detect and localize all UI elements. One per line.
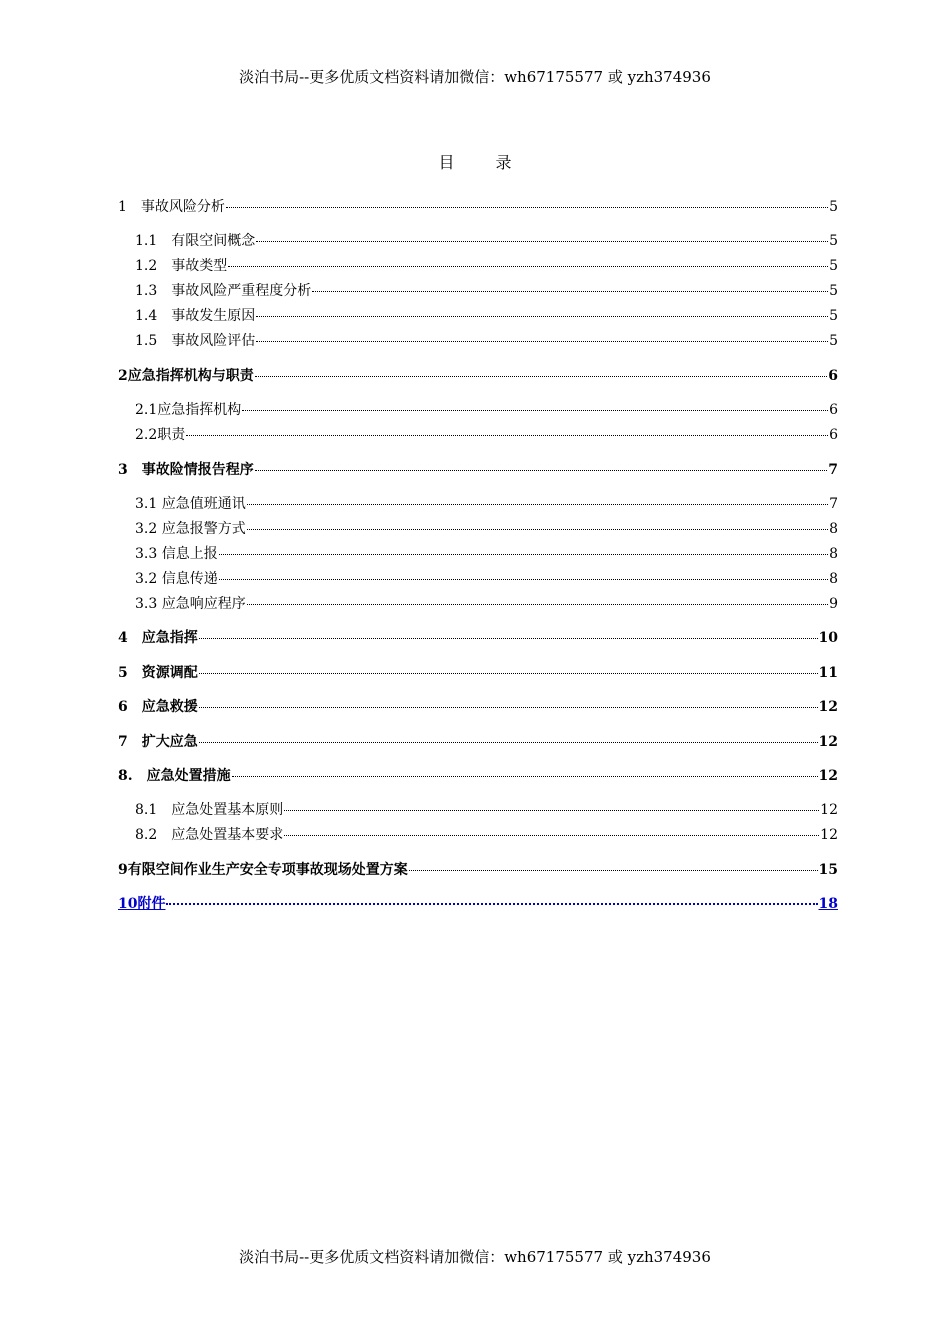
page-footer: 淡泊书局--更多优质文档资料请加微信：wh67175577 或 yzh374936 (239, 1248, 711, 1266)
toc-entry-page: 5 (829, 308, 838, 324)
toc-entry[interactable] (135, 280, 838, 300)
toc-entry[interactable] (118, 459, 838, 479)
toc-entry[interactable] (118, 196, 838, 216)
toc-entry[interactable] (118, 765, 838, 785)
toc-entry[interactable] (118, 627, 838, 647)
toc-entry[interactable] (118, 859, 838, 879)
toc-entry-page: 12 (818, 734, 838, 750)
toc-entry-label: 5 资源调配 (118, 665, 198, 681)
toc-entry-label: 3.2 应急报警方式 (135, 521, 246, 537)
toc-entry-page: 10 (818, 630, 838, 646)
toc-entry[interactable] (135, 255, 838, 275)
toc-entry-page: 8 (829, 521, 838, 537)
toc-entry-label: 1 事故风险分析 (118, 199, 225, 215)
toc-entry[interactable] (135, 593, 838, 613)
toc-entry[interactable] (135, 399, 838, 419)
toc-entry[interactable] (135, 230, 838, 250)
toc-entry-page: 5 (829, 233, 838, 249)
toc-entry-page: 11 (818, 665, 838, 681)
toc-dot-leader (284, 810, 819, 811)
toc-entry[interactable] (118, 365, 838, 385)
toc-entry-page: 5 (829, 333, 838, 349)
toc-entry[interactable] (135, 543, 838, 563)
toc-entry[interactable] (135, 799, 838, 819)
toc-dot-leader (247, 529, 828, 530)
toc-entry-page: 15 (818, 862, 838, 878)
toc-dot-leader (226, 207, 828, 208)
toc-entry-label: 1.3 事故风险严重程度分析 (135, 283, 312, 299)
toc-entry-label: 3.3 应急响应程序 (135, 596, 246, 612)
toc-entry-label: 3.2 信息传递 (135, 571, 218, 587)
toc-title: 目 录 (438, 153, 530, 172)
toc-entry[interactable] (135, 424, 838, 444)
toc-entry-label: 3.1 应急值班通讯 (135, 496, 246, 512)
toc-entry[interactable] (118, 662, 838, 682)
toc-entry-label: 8. 应急处置措施 (118, 768, 231, 784)
toc-entry-page: 5 (829, 199, 838, 215)
toc-entry-label: 1.5 事故风险评估 (135, 333, 256, 349)
toc-dot-leader (256, 316, 828, 317)
toc-entry-page: 5 (829, 283, 838, 299)
toc-entry-page: 8 (829, 546, 838, 562)
toc-dot-leader (232, 776, 818, 777)
toc-entry[interactable] (118, 893, 838, 913)
toc-dot-leader (199, 742, 818, 743)
toc-entry[interactable] (118, 696, 838, 716)
toc-entry[interactable] (135, 305, 838, 325)
toc-entry-label: 9有限空间作业生产安全专项事故现场处置方案 (118, 862, 408, 878)
toc-dot-leader (228, 266, 828, 267)
toc-entry-label: 1.1 有限空间概念 (135, 233, 256, 249)
toc-entry-page: 6 (828, 368, 838, 384)
toc-entry-page: 5 (829, 258, 838, 274)
toc-dot-leader (186, 435, 828, 436)
toc-dot-leader (312, 291, 828, 292)
toc-entry[interactable] (135, 568, 838, 588)
toc-entry-page: 9 (829, 596, 838, 612)
toc-entry-label: 2.1应急指挥机构 (135, 402, 242, 418)
toc-entry[interactable] (118, 731, 838, 751)
toc-entry-label: 7 扩大应急 (118, 734, 198, 750)
toc-dot-leader (284, 835, 819, 836)
toc-dot-leader (219, 554, 828, 555)
toc-entry[interactable] (135, 824, 838, 844)
toc-entry-page: 6 (829, 427, 838, 443)
toc-dot-leader (255, 376, 828, 377)
toc-dot-leader (247, 504, 828, 505)
toc-dot-leader (166, 903, 817, 905)
toc-entry-label: 2应急指挥机构与职责 (118, 368, 254, 384)
toc-entry[interactable] (135, 330, 838, 350)
toc-entry-label: 10附件 (118, 896, 166, 912)
toc-entry-page: 18 (818, 896, 838, 912)
page-header: 淡泊书局--更多优质文档资料请加微信：wh67175577 或 yzh374936 (239, 68, 711, 86)
toc-entry-page: 12 (818, 699, 838, 715)
toc-dot-leader (199, 673, 818, 674)
toc-dot-leader (409, 870, 818, 871)
toc-entry-label: 6 应急救援 (118, 699, 198, 715)
toc-entry[interactable] (135, 518, 838, 538)
toc-entry[interactable] (135, 493, 838, 513)
toc-dot-leader (247, 604, 828, 605)
toc-entry-label: 1.2 事故类型 (135, 258, 228, 274)
toc-entry-label: 8.2 应急处置基本要求 (135, 827, 284, 843)
toc-dot-leader (256, 241, 828, 242)
toc-entry-label: 2.2职责 (135, 427, 186, 443)
toc-dot-leader (199, 707, 818, 708)
toc-entry-page: 8 (829, 571, 838, 587)
toc-entry-label: 4 应急指挥 (118, 630, 198, 646)
toc-dot-leader (242, 410, 828, 411)
toc-dot-leader (255, 470, 828, 471)
toc-dot-leader (256, 341, 828, 342)
toc-entry-page: 7 (829, 496, 838, 512)
toc-entry-page: 12 (818, 768, 838, 784)
toc-entry-label: 3 事故险情报告程序 (118, 462, 254, 478)
toc-entry-page: 6 (829, 402, 838, 418)
toc-entry-label: 1.4 事故发生原因 (135, 308, 256, 324)
toc-entry-page: 12 (820, 827, 838, 843)
toc-dot-leader (199, 638, 818, 639)
toc-dot-leader (219, 579, 828, 580)
toc-entry-page: 12 (820, 802, 838, 818)
toc-entry-page: 7 (828, 462, 838, 478)
toc-entry-label: 8.1 应急处置基本原则 (135, 802, 284, 818)
toc-entry-label: 3.3 信息上报 (135, 546, 218, 562)
